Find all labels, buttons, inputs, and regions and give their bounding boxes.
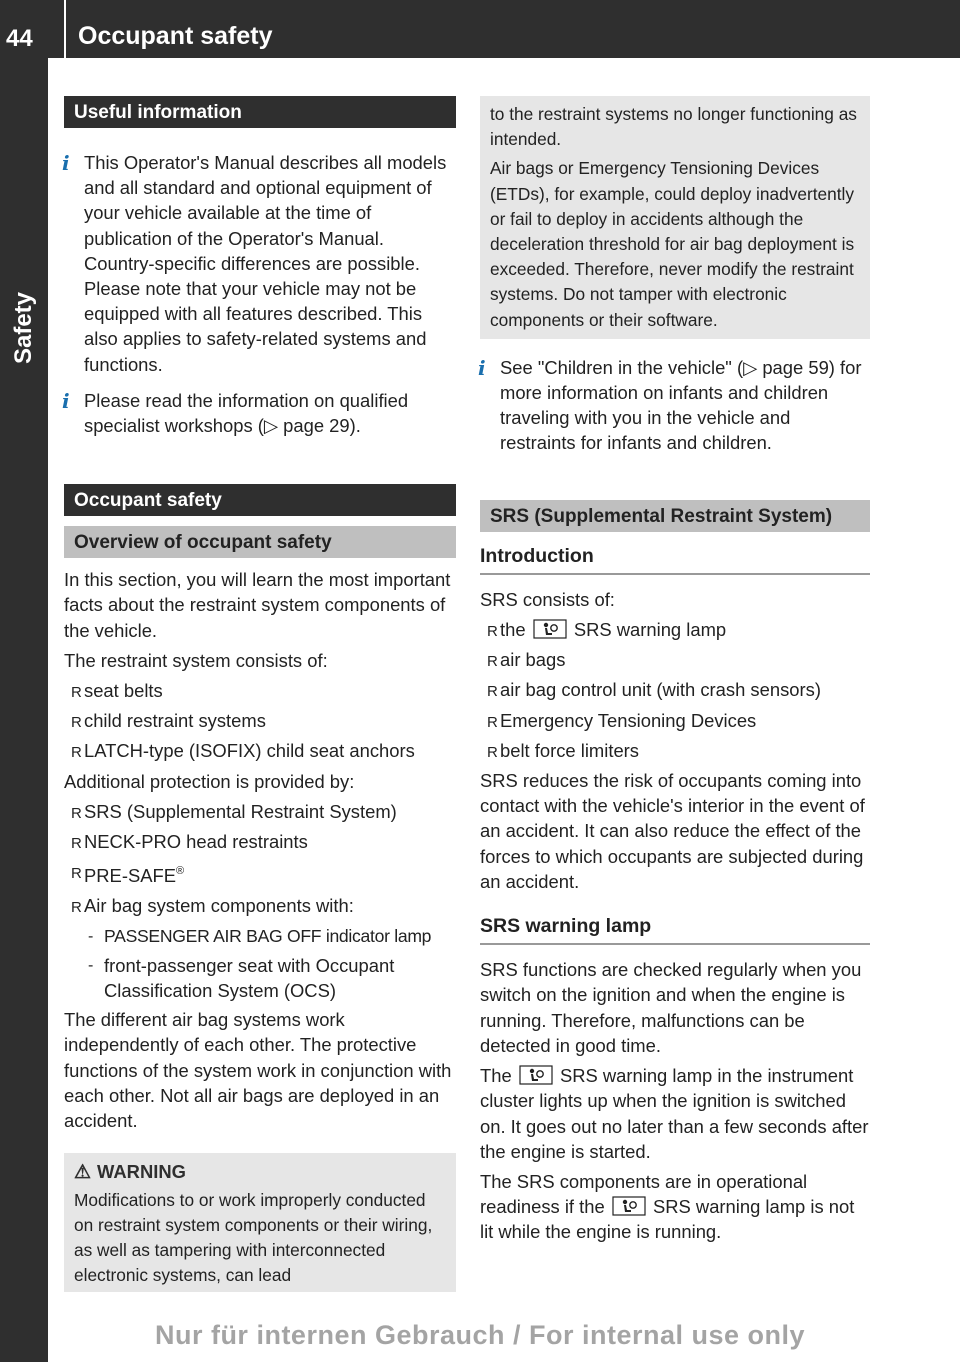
warning-box <box>64 1153 456 1292</box>
list-item-text: the <box>500 619 526 641</box>
srs-warning-lamp-icon <box>519 1065 553 1085</box>
warning-box-continued <box>480 96 870 339</box>
list-item: R NECK-PRO head restraints <box>64 829 456 854</box>
list-item: R air bags <box>480 647 870 672</box>
list-item: R Emergency Tensioning Devices <box>480 708 870 733</box>
right-column <box>480 96 870 1245</box>
useful-information-heading: Useful information <box>64 96 456 128</box>
info-text: This Operator's Manual describes all models and all standard and optional equipment of your vehicle available at the time of publication of the Operator's Manual. Country-specific differences are possible. Please note that your vehicle may not be equipped with all features described. This also applies to safety-related systems and functions. <box>84 152 447 375</box>
paragraph-text: The <box>480 1065 512 1087</box>
occupant-safety-heading: Occupant safety <box>64 484 456 516</box>
info-text: See "Children in the vehicle" (▷ page 59) for more information on infants and children traveling with you in the vehicle and restraints for infants and children. <box>500 356 862 454</box>
warning-triangle-icon: ⚠ <box>74 1162 92 1184</box>
page-number: 44 <box>6 25 33 52</box>
warning-heading <box>74 1159 446 1185</box>
info-icon: i <box>62 388 70 413</box>
paragraph: SRS consists of: <box>480 588 615 610</box>
warning-text: to the restraint systems no longer functioning as intended. <box>490 104 857 150</box>
paragraph-text: SRS warning lamp in the instrument cluster lights up when the ignition is switched on. It goes out no later than a few seconds after the engine is started. <box>480 1065 869 1162</box>
section-tab <box>0 58 48 1362</box>
list-item <box>64 859 456 888</box>
paragraph <box>480 1063 870 1164</box>
list-item: R SRS (Supplemental Restraint System) <box>64 799 456 824</box>
introduction-heading: Introduction <box>480 544 870 575</box>
srs-warning-lamp-heading: SRS warning lamp <box>480 914 870 945</box>
info-icon: i <box>478 355 486 380</box>
internal-use-watermark: Nur für internen Gebrauch / For internal use only <box>154 1320 806 1350</box>
paragraph-text: The SRS components are in operational readiness if the <box>480 1170 808 1218</box>
list-item <box>480 617 870 642</box>
page-title: Occupant safety <box>78 22 273 50</box>
paragraph-text: SRS warning lamp is not lit while the engine is running. <box>480 1196 855 1243</box>
list-item: R air bag control unit (with crash sensors) <box>480 677 870 702</box>
paragraph: In this section, you will learn the most important facts about the restraint system components of the vehicle. <box>64 569 451 641</box>
info-text: Please read the information on qualified specialist workshops (▷ page 29). <box>84 389 409 437</box>
warning-title: WARNING <box>97 1161 186 1183</box>
sub-list-item: - PASSENGER AIR BAG OFF indicator lamp <box>64 924 456 949</box>
left-column <box>64 96 456 1292</box>
warning-text: Modifications to or work improperly conducted on restraint system components or their wiring, as well as tampering with interconnected electronic systems, can lead <box>74 1189 433 1286</box>
paragraph: The different air bag systems work independently of each other. The protective functions of the system work in conjunction with each other. Not all air bags are deployed in an accident. <box>64 1009 452 1132</box>
list-item: R child restraint systems <box>64 708 456 733</box>
srs-warning-lamp-icon <box>612 1196 646 1216</box>
info-note <box>480 355 870 456</box>
list-item-text: PRE-SAFE <box>84 865 176 887</box>
paragraph <box>480 1169 870 1245</box>
sub-list-item: - front-passenger seat with Occupant Classification System (OCS) <box>64 953 456 1003</box>
paragraph: SRS functions are checked regularly when you switch on the ignition and when the engine is running. Therefore, malfunctions can be detected in good time. <box>480 959 862 1056</box>
registered-mark: ® <box>175 865 185 878</box>
header-bar <box>0 0 960 58</box>
overview-heading: Overview of occupant safety <box>64 526 456 558</box>
header-divider <box>64 0 66 58</box>
info-note <box>64 388 456 438</box>
list-item: R LATCH-type (ISOFIX) child seat anchors <box>64 738 456 763</box>
list-item: R belt force limiters <box>480 738 870 763</box>
list-item: R seat belts <box>64 678 456 703</box>
paragraph: SRS reduces the risk of occupants coming into contact with the vehicle's interior in the event of an accident. It can also reduce the effect of the forces to which occupants are subjected during an accident. <box>480 770 865 892</box>
section-tab-label: Safety <box>10 291 37 365</box>
list-item-text: SRS warning lamp <box>573 619 727 641</box>
list-item: R Air bag system components with: <box>64 893 456 918</box>
paragraph: The restraint system consists of: <box>64 649 328 671</box>
srs-heading: SRS (Supplemental Restraint System) <box>480 500 870 532</box>
paragraph: Additional protection is provided by: <box>64 770 355 792</box>
info-icon: i <box>62 151 70 175</box>
srs-warning-lamp-icon <box>533 619 567 639</box>
info-note <box>64 150 456 377</box>
warning-text: Air bags or Emergency Tensioning Devices (ETDs), for example, could deploy inadvertently or fail to deploy in accidents although the deceleration threshold for air bag deployment is exceeded. Therefore, never modify the restraint systems. Do not tamper with electronic components or their software. <box>490 158 855 330</box>
